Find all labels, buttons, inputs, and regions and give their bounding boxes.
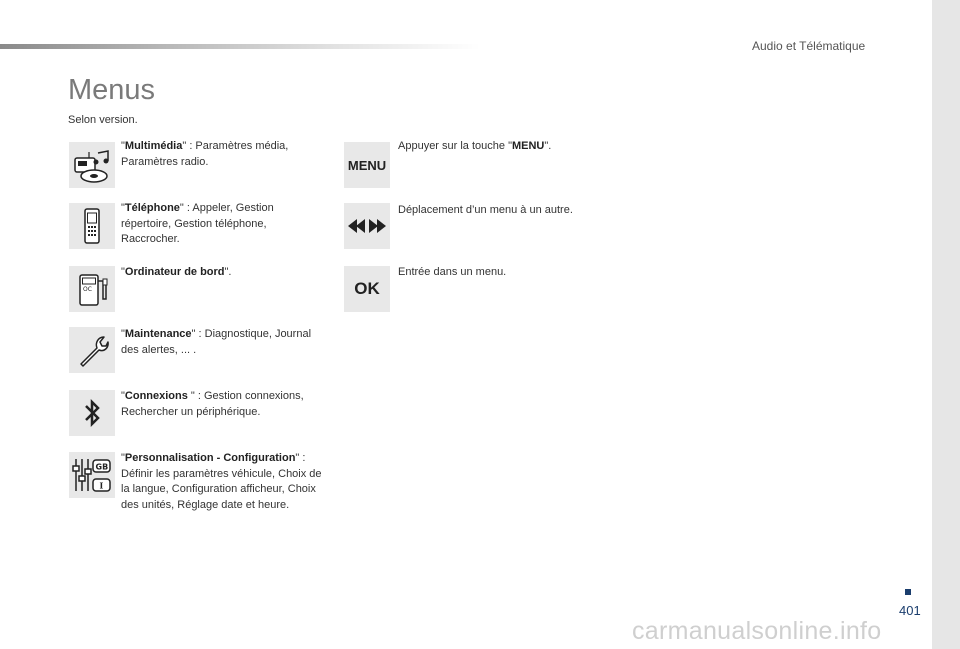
menu-phone-text: "Téléphone" : Appeler, Gestion répertoire, Gestion téléphone, Raccrocher. <box>121 202 274 245</box>
key-menu-text <box>398 139 628 155</box>
menu-phone-desc: " : Appeler, Gestion répertoire, Gestion téléphone, Raccrocher. <box>121 202 274 245</box>
bluetooth-icon <box>69 390 115 436</box>
menu-connexions-text: "Connexions " : Gestion connexions, Rechercher un périphérique. <box>121 390 304 418</box>
menu-multimedia-desc: " : Paramètres média, Paramètres radio. <box>121 140 289 168</box>
section-title: Audio et Télématique <box>752 39 866 53</box>
page-number: 401 <box>899 603 921 618</box>
wrench-icon <box>69 327 115 373</box>
arrows-icon <box>344 203 390 249</box>
key-menu-bold: MENU <box>511 140 545 152</box>
menu-connexions-title: Connexions <box>124 390 191 402</box>
key-menu-after: ". <box>544 140 552 152</box>
menu-key-icon <box>344 142 390 188</box>
menu-phone-title: Téléphone <box>124 202 180 214</box>
menu-personnalisation-text: "Personnalisation - Configuration" : Définir les paramètres véhicule, Choix de la langue, Configuration afficheur, Choix des unités, Réglage date et heure. <box>121 452 322 511</box>
ok-key-icon <box>344 266 390 312</box>
menu-maintenance-text: "Maintenance" : Diagnostique, Journal des alertes, ... . <box>121 328 312 356</box>
menu-personnalisation-desc: " : Définir les paramètres véhicule, Choix de la langue, Configuration afficheur, Choix des unités, Réglage date et heure. <box>121 452 322 511</box>
menu-maintenance-title: Maintenance <box>124 328 192 340</box>
trip-computer-icon <box>69 266 115 312</box>
key-menu-before: Appuyer sur la touche " <box>398 140 512 152</box>
settings-info-label: I <box>99 480 104 491</box>
page-title: Menus <box>68 74 156 106</box>
menu-connexions-desc: " : Gestion connexions, Rechercher un périphérique. <box>121 390 304 418</box>
multimedia-icon <box>69 142 115 188</box>
settings-gb-label: GB <box>95 462 109 472</box>
top-rule <box>0 44 480 49</box>
phone-icon <box>69 203 115 249</box>
menu-trip-text: "Ordinateur de bord". <box>121 266 232 278</box>
key-ok-text: Entrée dans un menu. <box>398 266 507 278</box>
side-band <box>932 0 960 649</box>
page-subtitle: Selon version. <box>68 114 138 126</box>
key-arrows-text: Déplacement d’un menu à un autre. <box>398 204 573 216</box>
trip-computer-label: OC <box>83 286 92 293</box>
nav-dot <box>905 589 911 595</box>
menu-trip-desc: ". <box>224 266 232 278</box>
menu-multimedia-title: Multimédia <box>124 140 183 152</box>
menu-key-label: MENU <box>347 157 387 173</box>
menu-maintenance-desc: " : Diagnostique, Journal des alertes, ... . <box>121 328 312 356</box>
menu-multimedia-text: "Multimédia" : Paramètres média, Paramètres radio. <box>121 140 289 168</box>
watermark: carmanualsonline.info <box>632 617 882 645</box>
ok-key-label: OK <box>354 279 380 298</box>
settings-icon <box>69 452 115 498</box>
menu-personnalisation-title: Personnalisation - Configuration <box>124 452 296 464</box>
menu-trip-title: Ordinateur de bord <box>124 266 225 278</box>
